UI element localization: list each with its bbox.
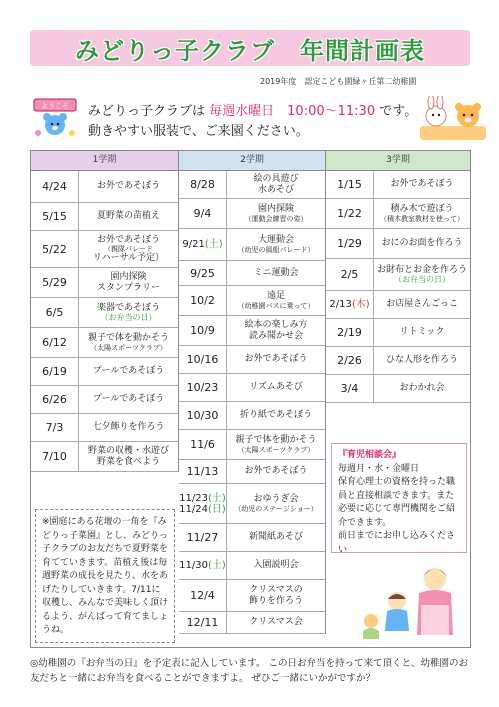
term-1-column bbox=[31, 151, 179, 472]
term3-row bbox=[326, 319, 470, 347]
term2-row bbox=[179, 430, 325, 460]
event-description: クリスマスの 飾りを作ろう bbox=[248, 585, 303, 606]
event-date: 6/5 bbox=[31, 298, 79, 327]
event-date: 4/24 bbox=[31, 171, 79, 202]
intro-line-1: みどりっ子クラブは 毎週水曜日 10:00～11:30 です。 bbox=[88, 104, 418, 119]
event-date: 12/4 bbox=[179, 580, 227, 611]
term2-row bbox=[179, 460, 325, 484]
term1-row bbox=[31, 268, 178, 298]
event-date: 5/22 bbox=[31, 231, 79, 267]
event-date: 2/19 bbox=[326, 319, 374, 346]
schedule-table bbox=[30, 150, 471, 648]
event-description: お財布とお金を作ろう （お弁当の日） bbox=[376, 264, 467, 285]
term1-row bbox=[31, 328, 178, 358]
event-date: 9/25 bbox=[179, 261, 227, 285]
event-date: 11/30(土) bbox=[179, 552, 227, 579]
consultation-box bbox=[331, 443, 467, 553]
term2-row bbox=[179, 286, 325, 316]
event-date: 5/29 bbox=[31, 268, 79, 297]
term-1-header: 1学期 bbox=[31, 151, 178, 171]
event-date: 5/15 bbox=[31, 203, 79, 230]
term-2-header: 2学期 bbox=[179, 151, 325, 171]
event-description: 大運動会 （幼児の風船パレード） bbox=[237, 235, 315, 254]
event-date: 6/19 bbox=[31, 358, 79, 385]
event-description: プールであそぼう bbox=[92, 366, 165, 377]
event-date: 9/21(土) bbox=[179, 229, 227, 260]
term-2-column bbox=[179, 151, 326, 634]
event-date: 1/15 bbox=[326, 171, 374, 198]
term2-row bbox=[179, 199, 325, 229]
term2-row bbox=[179, 171, 325, 199]
event-description: お外であそぼう （親隊パレード リハーサル予定） bbox=[92, 234, 165, 264]
event-description: クリスマス会 bbox=[249, 617, 303, 628]
term3-row bbox=[326, 347, 470, 375]
event-description: 親子で体を動かそう （太陽スポーツクラブ） bbox=[235, 435, 317, 454]
event-description: お店屋さんごっこ bbox=[386, 299, 458, 310]
term2-row bbox=[179, 612, 325, 634]
term2-row bbox=[179, 229, 325, 261]
term3-row bbox=[326, 259, 470, 291]
event-date: 10/9 bbox=[179, 316, 227, 345]
term1-row bbox=[31, 442, 178, 472]
term1-row bbox=[31, 298, 178, 328]
consultation-title: 『育児相談会』 bbox=[338, 450, 402, 460]
term2-row bbox=[179, 374, 325, 402]
term2-row bbox=[179, 484, 325, 524]
event-date: 8/28 bbox=[179, 171, 227, 198]
event-description: お外であそぼう bbox=[244, 354, 308, 365]
term1-row bbox=[31, 386, 178, 414]
event-description: 絵の具遊び 水あそび bbox=[253, 174, 299, 195]
event-description: プールであそぼう bbox=[92, 394, 165, 405]
event-description: 野菜の収穫・水遊び 野菜を食べよう bbox=[87, 446, 169, 467]
event-date: 11/27 bbox=[179, 524, 227, 551]
event-description: 園内探険 スタンプラリー bbox=[96, 272, 160, 293]
welcome-illustration bbox=[30, 95, 80, 139]
event-description: お外であそぼう bbox=[244, 466, 308, 477]
event-date: 2/26 bbox=[326, 347, 374, 374]
garden-note: ※園庭にある花壇の一角を『みどりっ子菜園』とし、みどりっ子クラブのお友だちで夏野菜を育てていきます。苗植え後は毎週野菜の成長を見たり、水をあげたりしていきます。7/11に収穫し、みんなで美味しく頂けるよう、がんばって育てましょうね。 bbox=[35, 509, 175, 643]
title-banner bbox=[30, 30, 470, 66]
term2-row bbox=[179, 402, 325, 430]
event-date: 6/12 bbox=[31, 328, 79, 357]
event-date: 10/30 bbox=[179, 402, 227, 429]
event-date: 7/3 bbox=[31, 414, 79, 441]
term-3-header: 3学期 bbox=[326, 151, 470, 171]
event-date: 11/6 bbox=[179, 430, 227, 459]
term3-row bbox=[326, 171, 470, 199]
event-description: リズムあそび bbox=[249, 382, 303, 393]
term3-row bbox=[326, 291, 470, 319]
term3-row bbox=[326, 375, 470, 403]
event-date: 11/13 bbox=[179, 460, 227, 483]
event-description: 楽器であそぼう （お弁当の日） bbox=[96, 302, 160, 323]
term1-row bbox=[31, 203, 178, 231]
event-description: 七夕飾りを作ろう bbox=[92, 422, 165, 433]
term1-row bbox=[31, 171, 178, 203]
event-date: 10/23 bbox=[179, 374, 227, 401]
welcome-label: ようこそ bbox=[41, 102, 69, 110]
event-date: 3/4 bbox=[326, 375, 374, 402]
intro-line-2: 動きやすい服装で、ご来園ください。 bbox=[88, 124, 309, 139]
animals-illustration bbox=[418, 96, 488, 142]
event-date: 10/16 bbox=[179, 346, 227, 373]
year-line: 2019年度 認定こども園緑ヶ丘第二幼稚園 bbox=[260, 77, 417, 86]
event-description: 絵本の楽しみ方 読み聞かせ会 bbox=[244, 320, 308, 341]
event-description: 園内探険 （運動会練習の姿） bbox=[244, 204, 308, 223]
term1-row bbox=[31, 414, 178, 442]
schedule-highlight: 毎週水曜日 10:00～11:30 bbox=[209, 104, 376, 119]
term3-row bbox=[326, 229, 470, 259]
term3-row bbox=[326, 199, 470, 229]
event-description: お外であそぼう bbox=[390, 179, 454, 190]
page-title: みどりっ子クラブ 年間計画表 bbox=[75, 36, 425, 65]
event-date: 2/13(木) bbox=[326, 291, 374, 318]
event-date: 1/29 bbox=[326, 229, 374, 258]
event-description: 新聞紙あそび bbox=[248, 532, 303, 543]
footer-note: ◎幼稚園の『お弁当の日』を予定表に記入しています。 この日お弁当を持って来て頂くと、幼稚園のお友だちと一緒にお弁当を食べることができますよ。 ぜひご一緒にいかがですか？ bbox=[30, 658, 469, 685]
event-date: 2/5 bbox=[326, 259, 374, 290]
event-description: ひな人形を作ろう bbox=[385, 355, 458, 366]
parent-child-illustration bbox=[357, 561, 467, 641]
term2-row bbox=[179, 580, 325, 612]
event-date: 1/22 bbox=[326, 199, 374, 228]
event-description: おわかれ会 bbox=[399, 383, 445, 394]
term2-row bbox=[179, 346, 325, 374]
event-date: 9/4 bbox=[179, 199, 227, 228]
event-date: 7/10 bbox=[31, 442, 79, 471]
event-description: おゆうぎ会 （幼児のステージショー） bbox=[234, 494, 318, 513]
event-description: 入園説明会 bbox=[253, 560, 299, 571]
event-description: お外であそぼう bbox=[96, 181, 160, 192]
event-description: 親子で体を動かそう （太陽スポーツクラブ） bbox=[87, 333, 169, 352]
consultation-body: 毎週月・水・金曜日 保育心理士の資格を持った職員と直接相談できます。また 必要に応じて専門機関をご紹介できます。 前日までにお申し込みください bbox=[338, 463, 456, 555]
event-description: 遠足 （幼稚園バスに乗って） bbox=[237, 291, 315, 310]
term2-row bbox=[179, 261, 325, 286]
term1-row bbox=[31, 231, 178, 268]
term-3-column bbox=[326, 151, 470, 403]
event-date: 10/2 bbox=[179, 286, 227, 315]
event-date: 6/26 bbox=[31, 386, 79, 413]
term2-row bbox=[179, 552, 325, 580]
event-description: 積み木で遊ぼう （積木教室教材を使って） bbox=[380, 204, 464, 223]
event-description: ミニ運動会 bbox=[253, 267, 299, 278]
event-date: 12/11 bbox=[179, 612, 227, 633]
event-description: 夏野菜の苗植え bbox=[96, 211, 160, 222]
event-description: 折り紙であそぼう bbox=[239, 410, 312, 421]
event-description: リトミック bbox=[399, 327, 445, 338]
event-date: 11/23(土) 11/24(日) bbox=[179, 484, 227, 523]
event-description: おにのお面を作ろう bbox=[381, 238, 463, 249]
term1-row bbox=[31, 358, 178, 386]
term2-row bbox=[179, 524, 325, 552]
term2-row bbox=[179, 316, 325, 346]
